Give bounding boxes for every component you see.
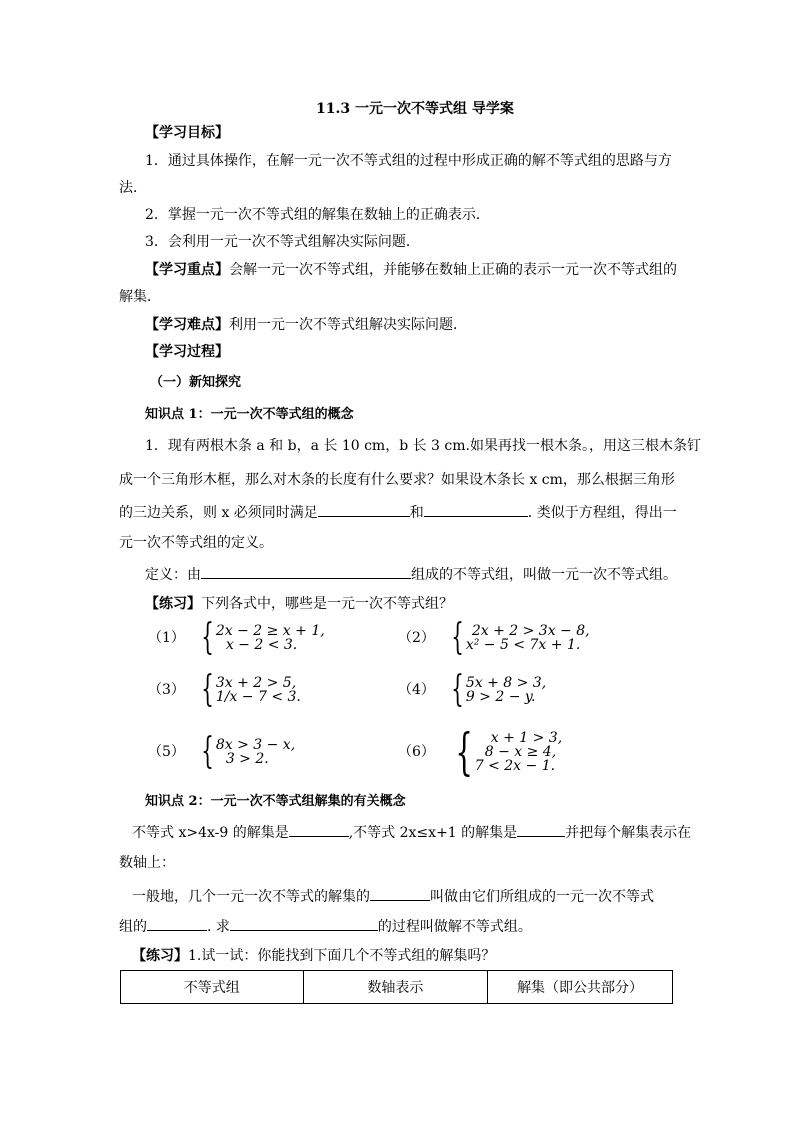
general-line-1b: 叫做由它们所组成的一元一次不等式 (430, 889, 654, 905)
kp1-line-1: 1．现有两根木条 a 和 b，a 长 10 cm，b 长 3 cm.如果再找一根木条。，用这三根木条钉 (145, 438, 701, 454)
table-header: 解集（即公共部分） (488, 971, 673, 1004)
table-header-row (121, 971, 673, 1004)
system-1-label: （1） (148, 630, 185, 646)
system-3 (148, 669, 301, 710)
kp2-line-1 (132, 822, 691, 843)
process-header: 【学习过程】 (145, 344, 229, 360)
section-1: （一）新知探究 (150, 375, 242, 390)
system-1 (148, 617, 325, 658)
brace-icon: { (201, 731, 214, 772)
practice-1 (145, 594, 453, 614)
equation: 5x + 8 > 3, (465, 675, 547, 691)
page-title: 11.3 一元一次不等式组 导学案 (316, 101, 514, 117)
kp1-title: 知识点 1：一元一次不等式组的概念 (145, 407, 354, 422)
system-3-label: （3） (148, 682, 185, 698)
system-2-label: （2） (398, 630, 435, 646)
equation: x − 2 < 3. (225, 637, 298, 653)
general-line-2a: 组的 (119, 919, 147, 935)
practice-2-text: 1.试一试：你能找到下面几个不等式组的解集吗？ (188, 948, 496, 964)
key-point-label: 【学习重点】 (145, 262, 229, 278)
kp2-line-2: 数轴上： (119, 855, 175, 871)
definition-blank[interactable] (201, 564, 411, 579)
answer-blank-6[interactable] (147, 916, 207, 931)
table-header: 数轴表示 (303, 971, 488, 1004)
system-5 (148, 731, 296, 772)
answer-blank-7[interactable] (230, 916, 378, 931)
practice-1-text: 下列各式中，哪些是一元一次不等式组？ (201, 596, 453, 612)
brace-icon: { (201, 617, 214, 658)
answer-blank-1[interactable] (318, 502, 410, 517)
equation: 3x + 2 > 5, (215, 675, 297, 691)
kp1-line-3b: . 类似于方程组，得出一 (527, 505, 677, 521)
objective-1: 1．通过具体操作，在解一元一次不等式组的过程中形成正确的解不等式组的思路与方 (145, 153, 672, 169)
system-6-equations (475, 731, 562, 773)
system-1-equations (216, 624, 325, 652)
system-6-label: （6） (398, 744, 435, 760)
equation: 2x − 2 ≥ x + 1, (215, 623, 325, 639)
objectives-header: 【学习目标】 (145, 125, 229, 141)
kp2-line-1a: 不等式 x>4x-9 的解集是 (132, 825, 289, 841)
equation: 2x + 2 > 3x − 8, (471, 623, 590, 639)
answer-blank-2[interactable] (424, 502, 528, 517)
answer-blank-3[interactable] (289, 822, 349, 837)
brace-icon: { (451, 617, 464, 658)
answer-blank-5[interactable] (370, 886, 430, 901)
brace-icon: { (455, 723, 473, 781)
equation: 1/x − 7 < 3. (215, 689, 301, 705)
equation: 8x > 3 − x, (215, 737, 296, 753)
system-5-label: （5） (148, 744, 185, 760)
practice-1-label: 【练习】 (145, 596, 201, 612)
kp2-line-1b: ,不等式 2x≤x+1 的解集是 (348, 825, 518, 841)
kp1-line-3a: 的三边关系，则 x 必须同时满足 (119, 505, 318, 521)
definition-suffix: 组成的不等式组，叫做一元一次不等式组。 (411, 567, 677, 583)
kp1-line-2: 成一个三角形木框，那么对木条的长度有什么要求？如果设木条长 x cm，那么根据三角形 (119, 472, 675, 488)
equation: 3 > 2. (225, 751, 269, 767)
practice-2 (132, 946, 495, 966)
system-4-equations (466, 676, 546, 704)
answer-blank-4[interactable] (517, 822, 565, 837)
general-line-1a: 一般地，几个一元一次不等式的解集的 (132, 889, 370, 905)
equation: 7 < 2x − 1. (474, 758, 556, 774)
definition-prefix: 定义：由 (145, 567, 201, 583)
general-line-2 (119, 916, 532, 937)
system-3-equations (216, 676, 301, 704)
equation: 9 > 2 − y. (465, 689, 536, 705)
objective-1-cont: 法． (119, 180, 147, 196)
kp1-line-3 (119, 502, 677, 523)
system-5-equations (216, 738, 295, 766)
system-4 (398, 669, 547, 710)
objective-3: 3．会利用一元一次不等式组解决实际问题． (145, 234, 420, 250)
table-header: 不等式组 (121, 971, 304, 1004)
kp2-title: 知识点 2：一元一次不等式组解集的有关概念 (145, 794, 406, 809)
system-6 (398, 723, 563, 781)
difficulty-label: 【学习难点】 (145, 317, 229, 333)
key-point (145, 260, 677, 280)
brace-icon: { (451, 669, 464, 710)
kp1-and: 和 (409, 505, 424, 521)
equation: x² − 5 < 7x + 1. (465, 637, 581, 653)
equation: 8 − x ≥ 4, (484, 744, 557, 760)
practice-table (120, 970, 673, 1004)
difficulty (145, 315, 467, 335)
general-line-1 (132, 886, 654, 907)
definition (145, 564, 677, 585)
general-line-2c: 的过程叫做解不等式组。 (377, 919, 532, 935)
kp2-line-1c: 并把每个解集表示在 (565, 825, 692, 841)
brace-icon: { (201, 669, 214, 710)
system-2-equations (466, 624, 590, 652)
practice-2-label: 【练习】 (132, 948, 188, 964)
system-2 (398, 617, 590, 658)
key-point-cont: 解集． (119, 289, 161, 305)
kp1-line-4: 元一次不等式组的定义。 (119, 535, 273, 551)
key-point-text: 会解一元一次不等式组，并能够在数轴上正确的表示一元一次不等式组的 (229, 262, 677, 278)
general-line-2b: . 求 (207, 919, 230, 935)
difficulty-text: 利用一元一次不等式组解决实际问题． (229, 317, 467, 333)
objective-2: 2．掌握一元一次不等式组的解集在数轴上的正确表示． (145, 207, 490, 223)
equation: x + 1 > 3, (490, 730, 563, 746)
system-4-label: （4） (398, 682, 435, 698)
